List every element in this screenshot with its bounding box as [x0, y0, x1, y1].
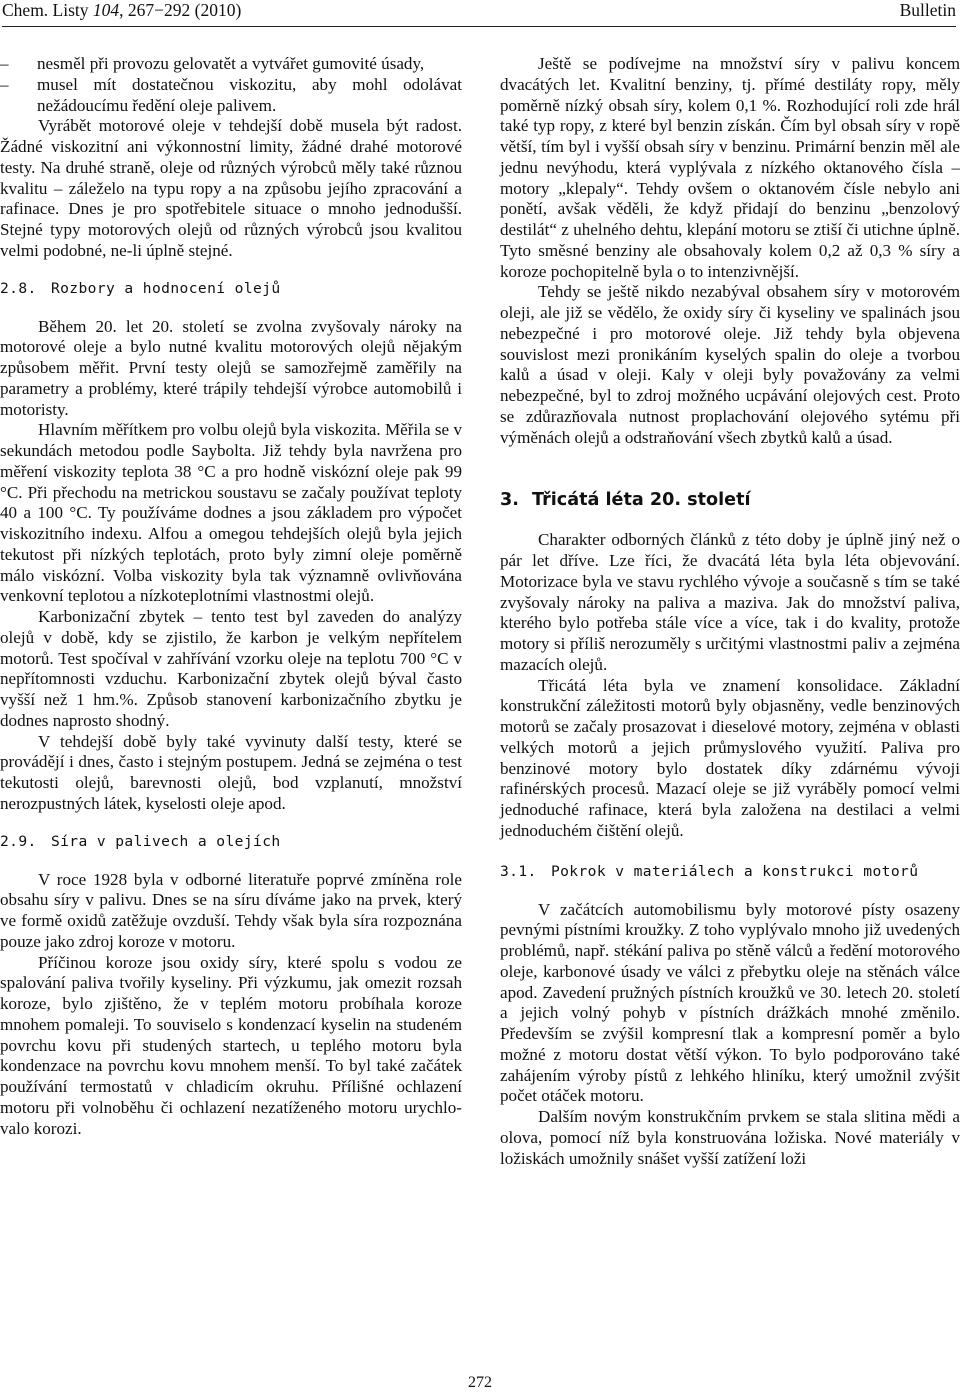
heading-number: 3.1. [500, 862, 537, 880]
section-heading-3 [500, 489, 960, 511]
heading-number: 2.9. [0, 832, 37, 850]
journal-volume: 104 [92, 0, 120, 20]
left-column [0, 54, 462, 1139]
list-item: – musel mít dostatečnou viskozitu, aby mohl odolávat nežádoucímu ředění oleje palivem. [0, 75, 462, 117]
heading-title: Síra v palivech a olejích [50, 832, 281, 850]
paragraph: Hlavním měřítkem pro volbu olejů byla viskozita. Měřila se v sekundách metodou podle Saybolta. Již tehdy byla navržena pro měření viskozity teplota 38 °C a pro hodně viskózní oleje pak 99 °C. Při přechodu na metrickou soustavu se začaly používat teploty 40 a 100 °C. Ty používáme dodnes a jsou základem pro výpočet viskozitního indexu. Alfou a omegou tehdejších olejů byla jejich tekutost při nízkých teplotách, proto byly zimní oleje poměrně málo viskózní. Volba viskozity byla tak významně ovlivňována venkovní teplotou a nízkoteplotními vlastnostmi olejů. [0, 420, 462, 606]
heading-number: 2.8. [0, 279, 37, 297]
paragraph: V tehdejší době byly také vyvinuty další testy, které se provádějí i dnes, často i stejným postupem. Jedná se zejména o test tekutosti olejů, barevnosti olejů, bod vzplanutí, množství nerozpustných látek, kyselosti oleje apod. [0, 731, 462, 813]
paragraph: Dalším novým konstrukčním prvkem se stala slitina mědi a olova, pomocí níž byla konstruována ložiska. Nové materiály v ložiskách umožnily snášet vyšší zatížení loži [500, 1107, 960, 1168]
paragraph: Charakter odborných článků z této doby je úplně jiný než o pár let dříve. Lze říci, že dvacátá léta byla léta objevování. Motorizace byla ve stavu rychlého vývoje a současně s tím se také zvyšovaly nároky na paliva a maziva. Jak do množství paliva, kterého bylo potřeba stále více a více, tak i do kvality, protože motory si příliš nerozuměly s určitými vlastnostmi paliv a zejména mazacích olejů. [500, 530, 960, 674]
journal-pages: , 267−292 (2010) [119, 0, 242, 20]
paragraph: Karbonizační zbytek – tento test byl zaveden do analýzy olejů v době, kdy se zjistilo, že karbon je velkým nepřítelem motorů. Test spočíval v zahřívání vzorku oleje na teplotu 700 °C v nepřítomnosti vzduchu. Karbonizační zbytek olejů býval často vyšší než 1 hm.%. Způsob stanovení karbonizačního zbytku je dodnes naprosto shodný. [0, 607, 462, 730]
subsection-heading-2-8 [0, 279, 462, 299]
paragraph: Během 20. let 20. století se zvolna zvyšovaly nároky na motorové oleje a bylo nutné kvalitu motorových olejů nějakým způsobem měřit. První testy olejů se samozřejmě zaměřily na parametry a problémy, které trápily tehdejší výrobce automobilů i motoristy. [0, 316, 462, 419]
running-header [2, 0, 956, 27]
heading-title: Rozbory a hodnocení olejů [50, 279, 281, 297]
list-item: – nesměl při provozu gelovatět a vytvářet gumovité úsady, [0, 54, 462, 75]
paragraph: V roce 1928 byla v odborné literatuře poprvé zmíněna role obsahu síry v palivu. Dnes se na síru díváme jako na prvek, který ve formě oxidů zatěžuje ovzduší. Tehdy však byla síra rozpoznána pouze jako zdroj koroze v motoru. [0, 869, 462, 951]
paragraph: Třicátá léta byla ve znamení konsolidace. Základní konstrukční záležitosti motorů byly objasněny, vedle benzinových motorů se začaly prosazovat i dieselové motory, zejména v oblasti velkých motorů a jejich průmyslového využití. Paliva pro benzinové motory bylo dostatek díky zdárnému vývoji rafinérských procesů. Mazací oleje se již vyráběly pomocí velmi jednoduché rafinace, která byla založena na destilaci a velmi jednoduchém čištění olejů. [500, 675, 960, 840]
paragraph: Vyrábět motorové oleje v tehdejší době musela být radost. Žádné viskozitní ani výkonnostní limity, žádné drahé motorové testy. Na druhé straně, oleje od různých výrobců měly také různou kvalitu – záleželo na typu ropy a na způsobu jejího zpracování a rafinace. Dnes je pro spotřebitele situace o mnoho jednodušší. Stejné typy motorových olejů od různých výrobců jsou kvalitou velmi podobné, ne-li úplně stejné. [0, 116, 462, 260]
paragraph: Ještě se podívejme na množství síry v palivu koncem dvacátých let. Kvalitní benziny, tj. přímé destiláty ropy, měly poměrně nízký obsah síry, kolem 0,1 %. Rozhodující roli zde hrál také typ ropy, z které byl benzin získán. Čím byl obsah síry v ropě větší, tím byl i vyšší obsah síry v benzinu. Primární benzin měl ale jednu nevýhodu, která vyplývala z nízkého oktanového čísla – motory „klepaly“. Tehdy ovšem o oktanovém čísle nebylo ani ponětí, avšak věděli, že když přidají do benzinu „benzolový destilát“ z uhelného dehtu, klepání motoru se ztiší či utichne úplně. Tyto směsné benziny ale obsahovaly kolem 0,2 až 0,3 % síry a koroze pochopitelně byla o to intenzivnější. [500, 54, 960, 281]
subsection-heading-3-1 [500, 862, 960, 882]
heading-title: Třicátá léta 20. století [532, 490, 751, 511]
paragraph: Příčinou koroze jsou oxidy síry, které spolu s vodou ze spalování paliva tvořily kyseliny. Při výzkumu, jak omezit rozsah koroze, bylo zjištěno, že v teplém motoru probíhala koroze mnohem pomaleji. To souviselo s kondenzací kyselin na studeném povrchu kovu při studených startech, u teplého motoru byla kondenzace na povrchu kovu mnohem menší. To byl také začátek používání termostatů v chladicím okruhu. Přílišné ochlazení motoru při volnoběhu či ochlazení nezatíženého motoru urychlovalo korozi. [0, 952, 462, 1138]
journal-name: Chem. Listy [2, 0, 89, 20]
heading-title: Pokrok v materiálech a konstrukci motorů [550, 862, 919, 880]
paragraph: Tehdy se ještě nikdo nezabýval obsahem síry v motorovém oleji, ale již se vědělo, že oxidy síry či kyseliny ve spalinách jsou nebezpečné i pro motorové oleje. Již tehdy byla objevena souvislost mezi pronikáním kyselých spalin do oleje a tvorbou kalů a úsad v oleji. Kaly v oleji byly považovány za velmi nebezpečné, byl to zdroj možného ucpávání olejových cest. Proto se zdůrazňovala nutnost proplachování olejového sytému při výměnách olejů a odstraňování všech zbytků kalů a úsad. [500, 282, 960, 447]
subsection-heading-2-9 [0, 832, 462, 852]
page-number: 272 [468, 1374, 492, 1391]
section-name: Bulletin [899, 0, 956, 20]
heading-number: 3. [500, 490, 519, 511]
journal-citation [2, 0, 241, 21]
right-column [500, 54, 960, 1169]
paragraph: V začátcích automobilismu byly motorové písty osazeny pevnými pístními kroužky. Z toho vyplývalo mnoho již uvedených problémů, např. stékání paliva po stěně válců a ředění motorového oleje, karbonové úsady ve válci z přebytku oleje na stěnách válce apod. Zavedení pružných pístních kroužků ve 30. letech 20. století a jejich volný pohyb v pístních drážkách mnohé změnilo. Především se zvýšil kompresní tlak a kompresní poměr a bylo možné z motoru dostat větší výkon. To bylo podporováno také zahájením výroby pístů z lehkého hliníku, který umožnil zvýšit počet otáček motoru. [500, 899, 960, 1106]
